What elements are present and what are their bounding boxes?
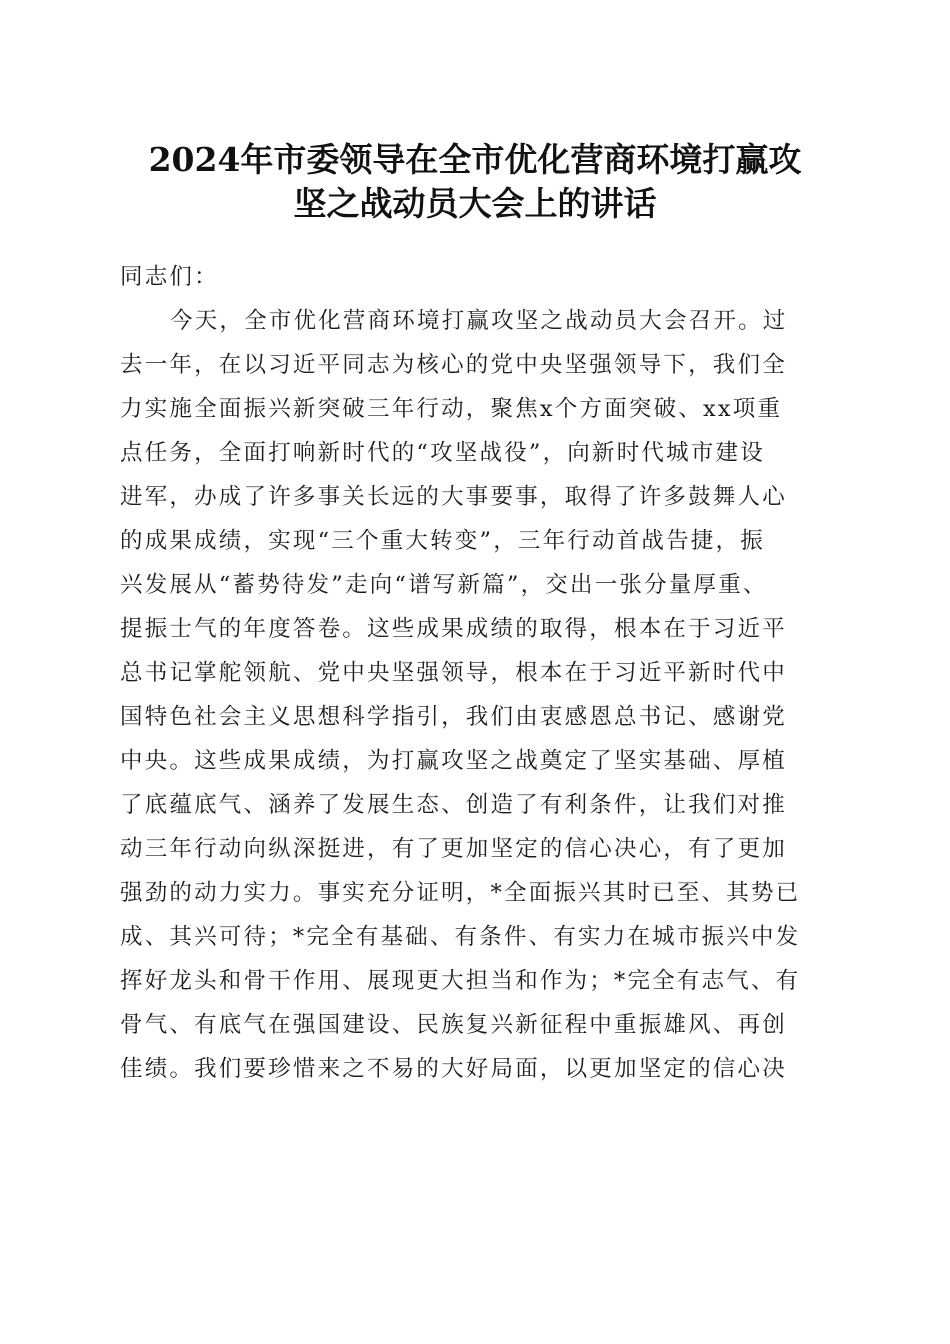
paragraph-line: 兴发展从“蓄势待发”走向“谱写新篇”，交出一张分量厚重、 [120, 572, 768, 598]
paragraph [120, 299, 840, 1091]
paragraph-line: 去一年，在以习近平同志为核心的党中央坚强领导下，我们全 [120, 352, 787, 378]
paragraph-line: 总书记掌舵领航、党中央坚强领导，根本在于习近平新时代中 [120, 660, 787, 686]
paragraph-line: 进军，办成了许多事关长远的大事要事，取得了许多鼓舞人心 [120, 484, 787, 510]
paragraph-line: 点任务，全面打响新时代的“攻坚战役”，向新时代城市建设 [120, 440, 765, 466]
paragraph-line: 强劲的动力实力。事实充分证明，*全面振兴其时已至、其势已 [120, 880, 801, 906]
paragraph-line: 骨气、有底气在强国建设、民族复兴新征程中重振雄风、再创 [120, 1012, 787, 1038]
title-line: 坚之战动员大会上的讲话 [293, 184, 657, 223]
document-title [100, 138, 850, 226]
paragraph-line: 成、其兴可待；*完全有基础、有条件、有实力在城市振兴中发 [120, 924, 801, 950]
paragraph-line: 提振士气的年度答卷。这些成果成绩的取得，根本在于习近平 [120, 616, 787, 642]
paragraph-line: 了底蕴底气、涵养了发展生态、创造了有利条件，让我们对推 [120, 792, 787, 818]
paragraph-line: 中央。这些成果成绩，为打赢攻坚之战奠定了坚实基础、厚植 [120, 748, 787, 774]
paragraph-line: 动三年行动向纵深挺进，有了更加坚定的信心决心，有了更加 [120, 836, 787, 862]
paragraph-line: 挥好龙头和骨干作用、展现更大担当和作为；*完全有志气、有 [120, 968, 801, 994]
salutation: 同志们： [120, 264, 219, 290]
paragraph-line: 力实施全面振兴新突破三年行动，聚焦x个方面突破、xx项重 [120, 396, 783, 422]
paragraph-line: 国特色社会主义思想科学指引，我们由衷感恩总书记、感谢党 [120, 704, 787, 730]
document-body [120, 255, 840, 1091]
paragraph-line: 的成果成绩，实现“三个重大转变”，三年行动首战告捷，振 [120, 528, 765, 554]
paragraph-line: 佳绩。我们要珍惜来之不易的大好局面，以更加坚定的信心决 [120, 1056, 787, 1082]
title-line: 2024年市委领导在全市优化营商环境打赢攻 [148, 140, 802, 179]
paragraph-line: 今天，全市优化营商环境打赢攻坚之战动员大会召开。过 [170, 308, 788, 334]
